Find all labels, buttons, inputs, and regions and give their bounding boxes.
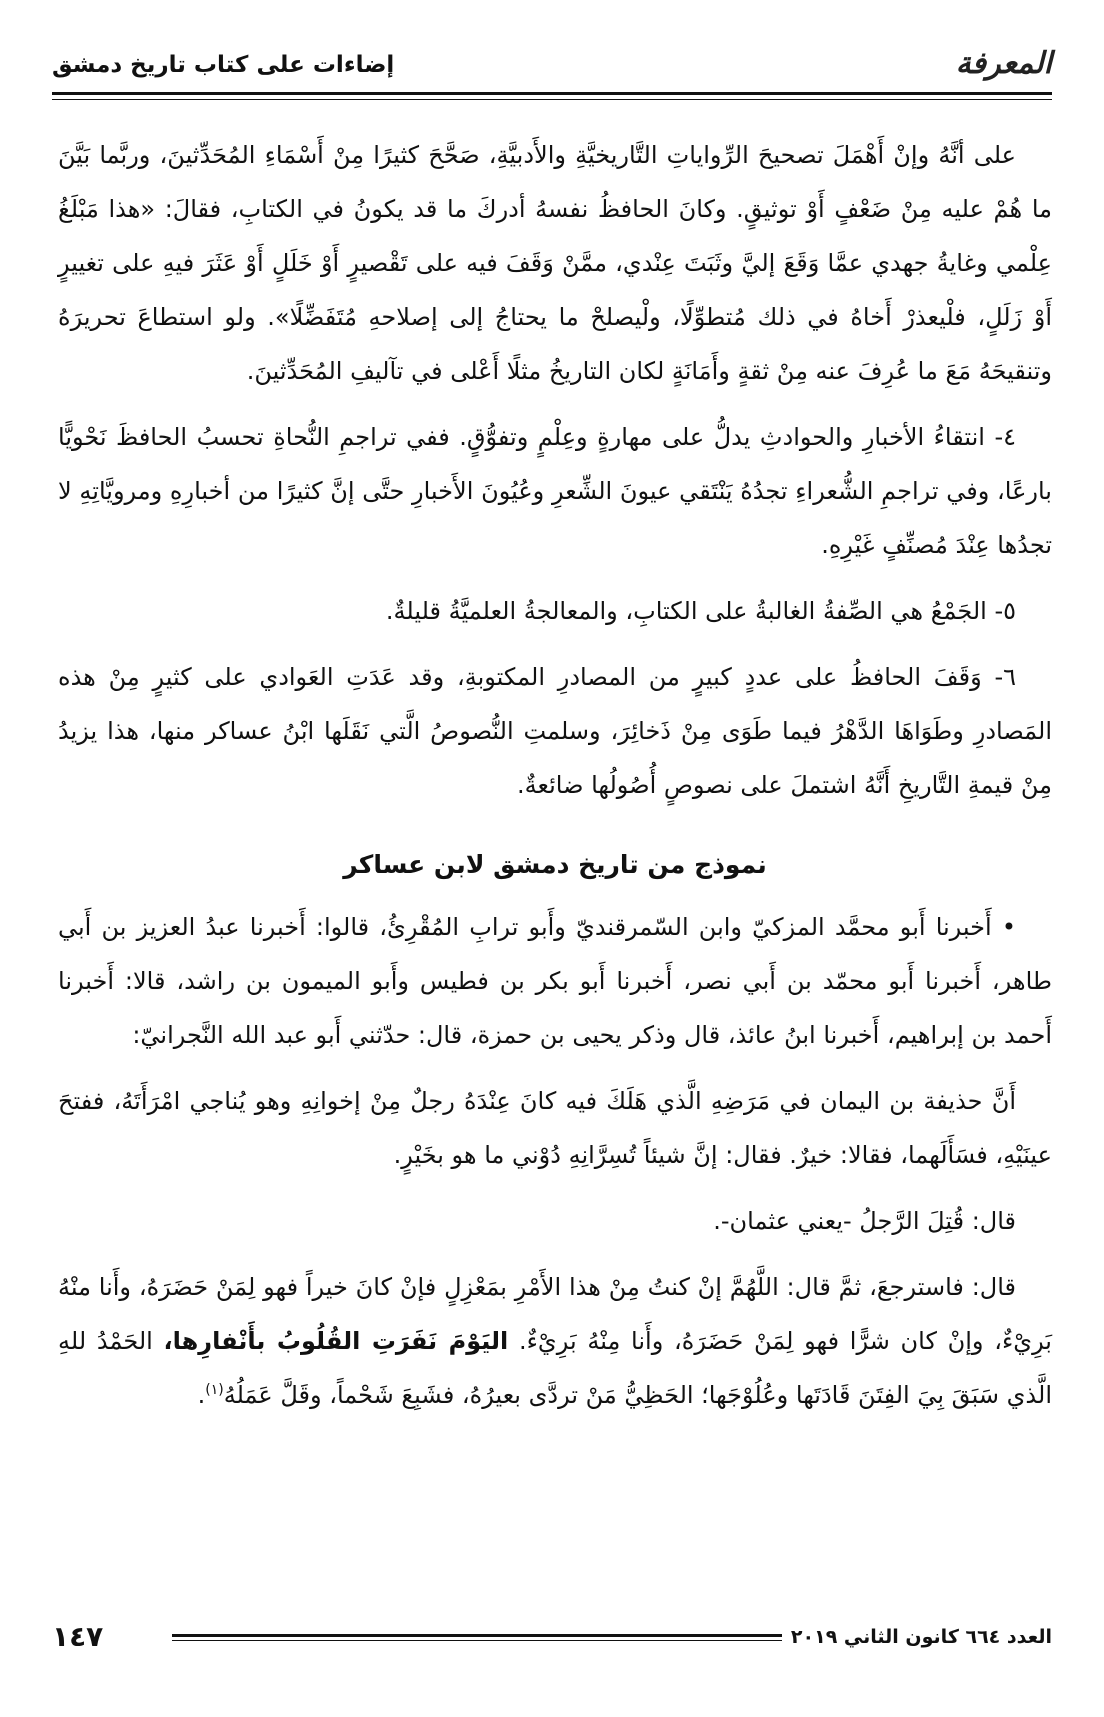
page-number: ١٤٧ [52,1620,104,1653]
page-header [52,42,1052,90]
paragraph-uthman: قال: قُتِلَ الرَّجلُ -يعني عثمان-. [713,1207,1016,1235]
list-item-5: ٥- الجَمْعُ هي الصِّفةُ الغالبةُ على الكتابِ، والمعالجةُ العلميَّةُ قليلةٌ. [385,597,1016,625]
istirja-text: قال: فاسترجعَ، ثمَّ قال: اللَّهُمَّ إنْ كنتُ مِنْ هذا الأَمْرِ بمَعْزِلٍ فإنْ كانَ خيراً فهو لِمَنْ حَضَرَهُ، وأَنا منْهُ بَرِيْءٌ، وإنْ كان شرًّا فهو لِمَنْ حَضَرَهُ، وأَنا مِنْهُ بَرِيْءٌ. [58,1273,1052,1355]
bullet-icon: • [1001,913,1016,941]
header-rule [52,92,1052,100]
journal-logo: المعرفة [955,46,1052,81]
page-footer [52,1620,1052,1660]
paragraph-isnad [58,900,1052,1062]
paragraph-istirja [58,1260,1052,1422]
footnote-marker: (١) [205,1382,224,1398]
footer-rule [172,1634,782,1641]
emphasized-phrase: اليَوْمَ نَفَرَتِ القُلُوبُ بأَنْفارِها، [163,1327,509,1355]
list-item-6: ٦- وَقَفَ الحافظُ على عددٍ كبيرٍ من المصادرِ المكتوبةِ، وقد عَدَتِ العَوادي على كثيرٍ مِنْ هذه المَصادرِ وطَوَاهَا الدَّهْرُ فيما طَوَى مِنْ ذَخائِرَ، وسلمتِ النُّصوصُ الَّتي نَقَلَها ابْنُ عساكر منها، هذا يزيدُ مِنْ قيمةِ التَّاريخِ أَنَّهُ اشتملَ على نصوصٍ أُصُولُها ضائعةٌ. [58,663,1052,799]
article-body [58,128,1052,1434]
section-heading: نموذج من تاريخ دمشق لابن عساكر [343,850,767,879]
paragraph-intro: على أنَّهُ وإنْ أَهْمَلَ تصحيحَ الرِّواياتِ التَّاريخيَّةِ والأَدبيَّةِ، صَحَّحَ كثيرًا مِنْ أَسْمَاءِ المُحَدِّثينَ، وربَّما بَيَّنَ ما هُمْ عليه مِنْ ضَعْفٍ أَوْ توثيقٍ. وكانَ الحافظُ نفسهُ أدركَ ما قد يكونُ في الكتابِ، فقالَ: «هذا مَبْلَغُ عِلْمي وغايةُ جهدي عمَّا وَقَعَ إليَّ وثَبَتَ عِنْدي، ممَّنْ وَقَفَ فيه على تَقْصيرٍ أَوْ خَلَلٍ أَوْ عَثَرَ فيهِ على تغييرٍ أَوْ زَلَلٍ، فلْيعذرْ أَخاهُ في ذلك مُتطوِّلًا، ولْيصلحْ ما يحتاجُ إلى إصلاحهِ مُتَفَضِّلًا». ولو استطاعَ تحريرَهُ وتنقيحَهُ مَعَ ما عُرِفَ عنه مِنْ ثقةٍ وأَمَانَةٍ لكان التاريخُ مثلًا أَعْلى في تآليفِ المُحَدِّثينَ. [58,141,1052,385]
istirja-text-continued: الحَمْدُ للهِ الَّذي سَبَقَ بِيَ الفِتَنَ قَادَتَها وعُلُوْجَها؛ الحَظِيُّ مَنْ تردَّى بعيرُهُ، فشَبِعَ شَحْماً، وقَلَّ عَمَلُهُ [58,1327,1052,1409]
sentence-end: . [197,1381,206,1409]
list-item-4: ٤- انتقاءُ الأخبارِ والحوادثِ يدلُّ على مهارةٍ وعِلْمٍ وتفوُّقٍ. ففي تراجمِ النُّحاةِ تحسبُ الحافظَ نَحْويًّا بارعًا، وفي تراجمِ الشُّعراءِ تجدُهُ يَنْتَقي عيونَ الشِّعرِ وعُيُونَ الأَخبارِ حتَّى إنَّ كثيرًا من أخبارِهِ ومرويَّاتِهِ لا تجدُها عِنْدَ مُصنِّفٍ غَيْرِهِ. [58,423,1052,559]
running-title: إضاءات على كتاب تاريخ دمشق [52,52,395,78]
issue-label: العدد ٦٦٤ كانون الثاني ٢٠١٩ [790,1626,1052,1648]
paragraph-hudhayfa: أَنَّ حذيفة بن اليمان في مَرَضِهِ الَّذي هَلَكَ فيه كانَ عِنْدَهُ رجلٌ مِنْ إخوانِهِ وهو يُناجي امْرَأَتَهُ، ففتحَ عينَيْهِ، فسَأَلَهما، فقالا: خيرٌ. فقال: إنَّ شيئاً تُسِرَّانِهِ دُوْني ما هو بخَيْرٍ. [58,1087,1052,1169]
isnad-text: أَخبرنا أَبو محمَّد المزكيّ وابن السّمرقنديّ وأَبو ترابِ المُقْرِئُ، قالوا: أَخبرنا عبدُ العزيز بن أَبي طاهر، أَخبرنا أَبو محمّد بن أَبي نصر، أَخبرنا أَبو بكر بن فطيس وأَبو الميمون بن راشد، قالا: أَخبرنا أَحمد بن إبراهيم، أَخبرنا ابنُ عائذ، قال وذكر يحيى بن حمزة، قال: حدّثني أَبو عبد الله النَّجرانيّ: [58,913,1052,1049]
